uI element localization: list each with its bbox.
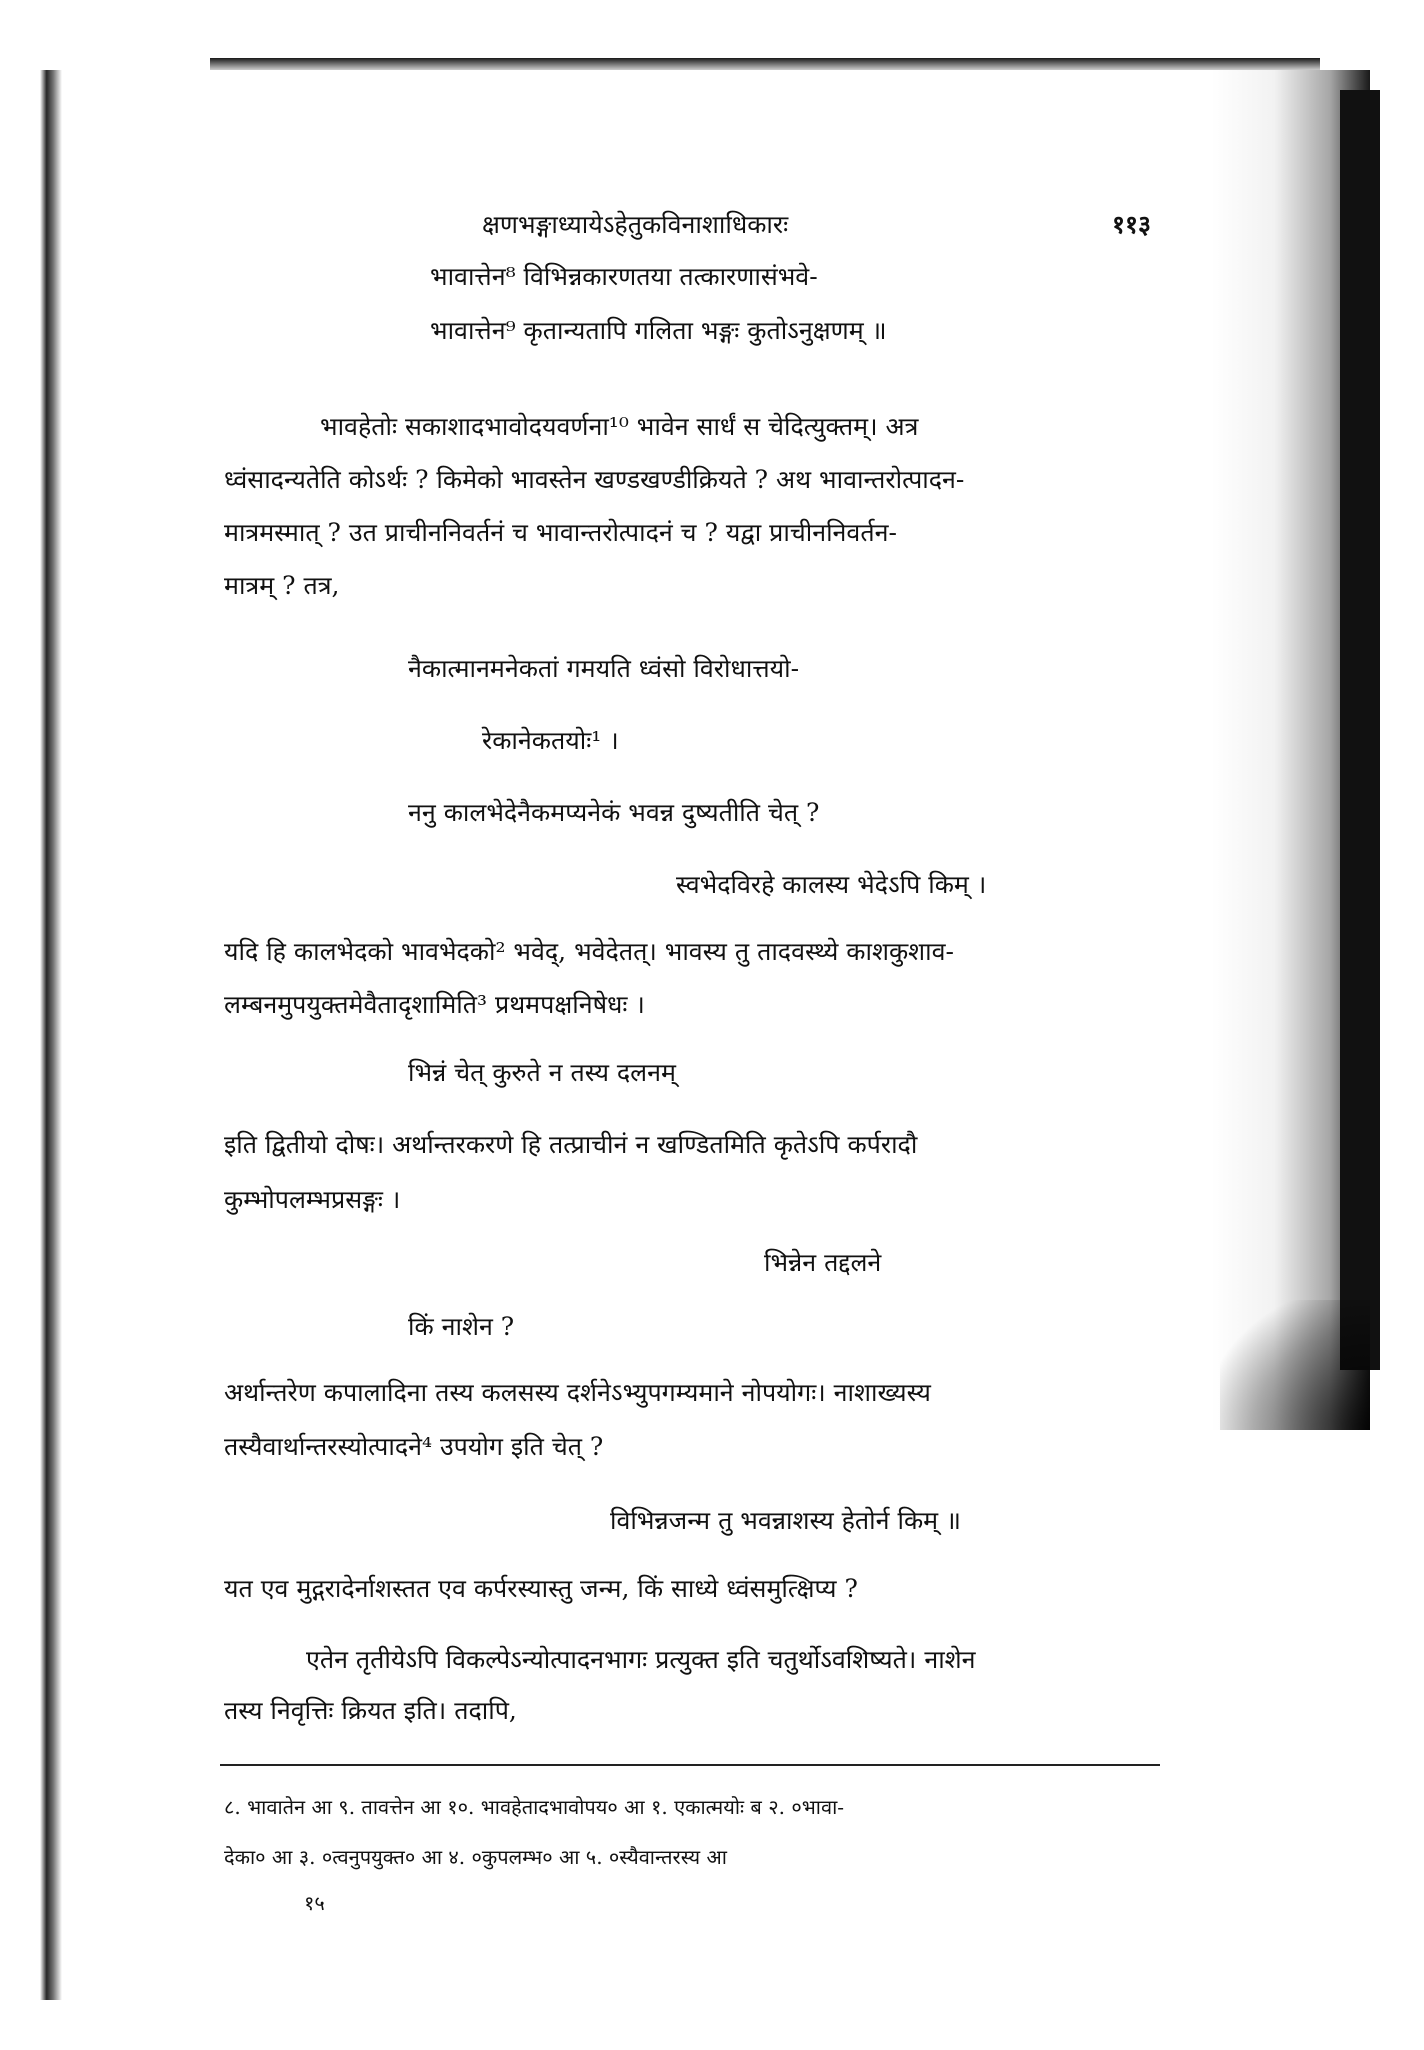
footnote-rule	[220, 1764, 1160, 1766]
prose-line-15: तस्य निवृत्तिः क्रियत इति। तदापि,	[224, 1696, 517, 1725]
page-header-title: क्षणभङ्गाध्यायेऽहेतुकविनाशाधिकारः	[482, 210, 789, 239]
verse-line-7: भिन्नेन तद्दलने	[764, 1248, 882, 1277]
page-number: ११३	[1112, 210, 1152, 239]
verse-line-2: भावात्तेन⁹ कृतान्यतापि गलिता भङ्गः कुतोऽनुक्षणम् ॥	[430, 316, 887, 345]
prose-line-10: किं नाशेन ?	[408, 1312, 515, 1341]
prose-line-13: यत एव मुद्गरादेर्नाशस्तत एव कर्परस्यास्तु जन्म, किं साध्ये ध्वंसमुत्क्षिप्य ?	[224, 1574, 858, 1603]
prose-line-14: एतेन तृतीयेऽपि विकल्पेऽन्योत्पादनभागः प्रत्युक्त इति चतुर्थोऽवशिष्यते। नाशेन	[306, 1645, 976, 1674]
verse-line-8: विभिन्नजन्म तु भवन्नाशस्य हेतोर्न किम् ॥	[610, 1506, 962, 1535]
prose-line-8: इति द्वितीयो दोषः। अर्थान्तरकरणे हि तत्प्राचीनं न खण्डितमिति कृतेऽपि कर्परादौ	[224, 1130, 918, 1159]
prose-line-12: तस्यैवार्थान्तरस्योत्पादने⁴ उपयोग इति चेत् ?	[224, 1432, 604, 1461]
prose-line-5: ननु कालभेदेनैकमप्यनेकं भवन्न दुष्यतीति चेत् ?	[408, 798, 820, 827]
verse-line-5: स्वभेदविरहे कालस्य भेदेऽपि किम् ।	[676, 870, 987, 899]
prose-line-6: यदि हि कालभेदको भावभेदको² भवेद्, भवेदेतत्। भावस्य तु तादवस्थ्ये काशकुशाव-	[224, 937, 954, 966]
footnote-line-2: देका० आ ३. ०त्वनुपयुक्त० आ ४. ०कुपलम्भ० आ ५. ०स्यैवान्तरस्य आ	[224, 1845, 727, 1869]
prose-line-2: ध्वंसादन्यतेति कोऽर्थः ? किमेको भावस्तेन खण्डखण्डीक्रियते ? अथ भावान्तरोत्पादन-	[224, 465, 965, 494]
prose-line-3: मात्रमस्मात् ? उत प्राचीननिवर्तनं च भावान्तरोत्पादनं च ? यद्वा प्राचीननिवर्तन-	[224, 518, 897, 547]
verse-line-3: नैकात्मानमनेकतां गमयति ध्वंसो विरोधात्तयो-	[408, 654, 800, 683]
prose-line-7: लम्बनमुपयुक्तमेवैतादृशामिति³ प्रथमपक्षनिषेधः ।	[224, 990, 645, 1019]
prose-line-4: मात्रम् ? तत्र,	[224, 571, 340, 600]
footnote-line-1: ८. भावातेन आ ९. तावत्तेन आ १०. भावहेतादभावोपय० आ १. एकात्मयोः ब २. ०भावा-	[224, 1795, 845, 1819]
prose-line-1: भावहेतोः सकाशादभावोदयवर्णना¹⁰ भावेन सार्धं स चेदित्युक्तम्। अत्र	[320, 412, 919, 441]
signature-mark: १५	[304, 1891, 325, 1915]
prose-line-9: कुम्भोपलम्भप्रसङ्गः ।	[224, 1185, 401, 1214]
verse-line-6: भिन्नं चेत् कुरुते न तस्य दलनम्	[408, 1058, 676, 1087]
prose-line-11: अर्थान्तरेण कपालादिना तस्य कलसस्य दर्शनेऽभ्युपगम्यमाने नोपयोगः। नाशाख्यस्य	[224, 1378, 931, 1407]
verse-line-1: भावात्तेन⁸ विभिन्नकारणतया तत्कारणासंभवे-	[430, 262, 818, 291]
verse-line-4: रेकानेकतयोः¹ ।	[482, 726, 619, 755]
